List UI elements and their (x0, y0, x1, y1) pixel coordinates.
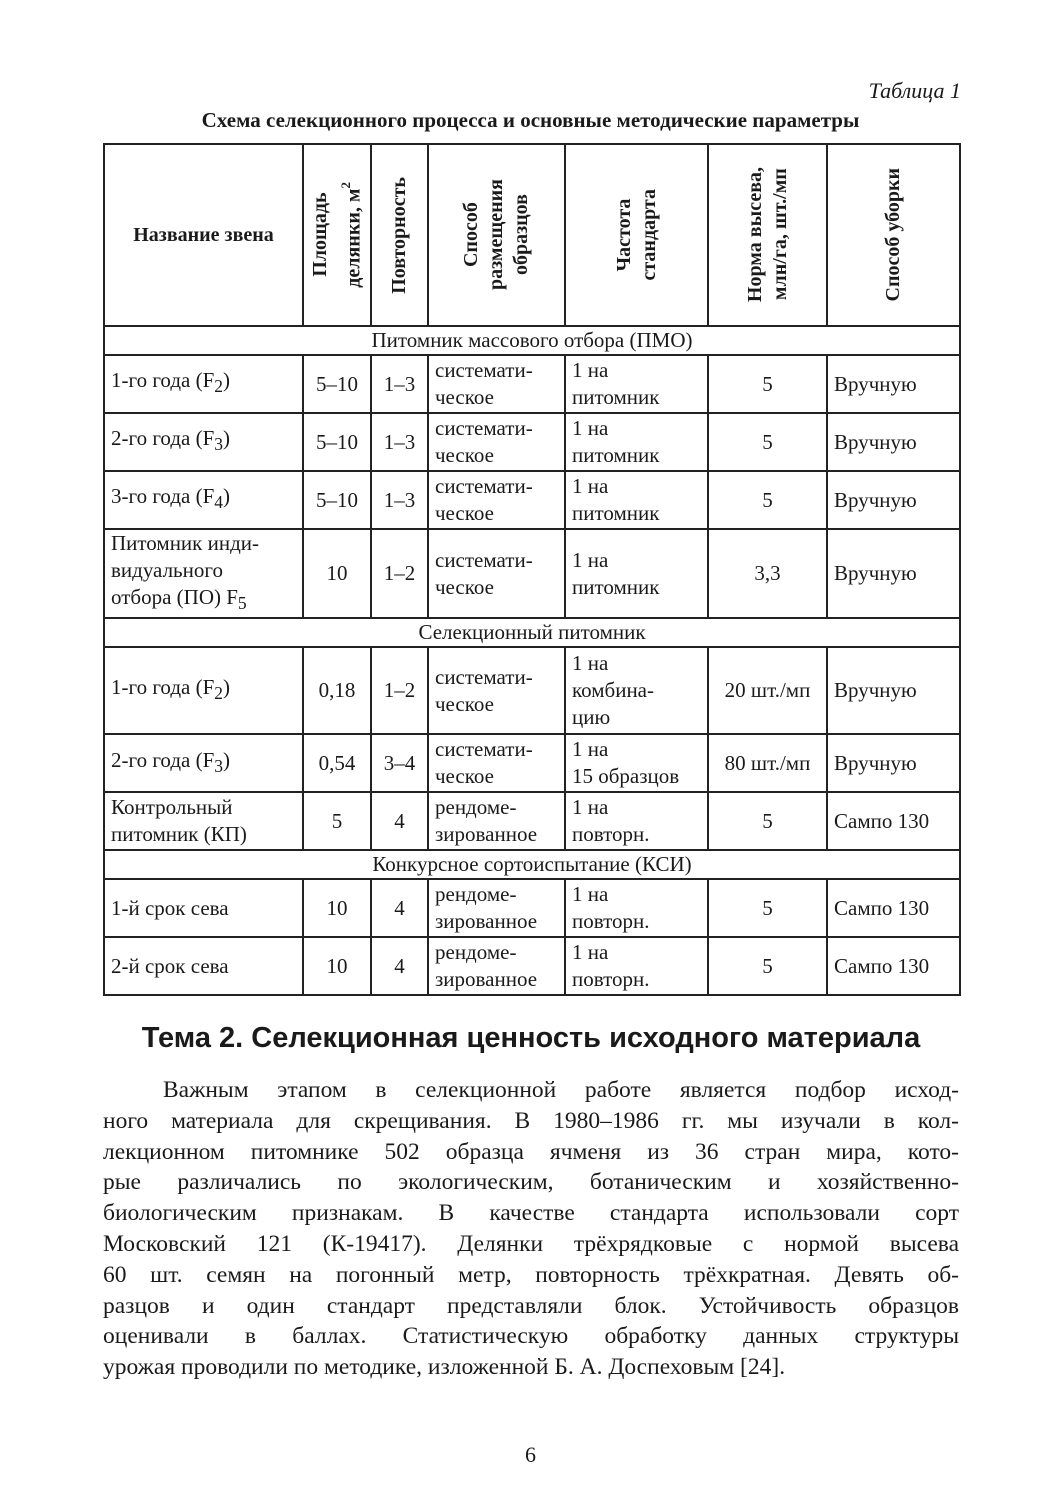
paragraph-line: лекционном питомнике 502 образца ячменя из 36 стран мира, кото- (103, 1138, 959, 1165)
row-harvest: Сампо 130 (827, 879, 960, 937)
table-row (104, 471, 960, 529)
row-area: 0,18 (303, 647, 371, 734)
table-row (104, 937, 960, 995)
header-check-frequency (565, 144, 708, 326)
section-row (104, 850, 960, 879)
row-check: 1 на комбина- цию (565, 647, 708, 734)
table-row (104, 647, 960, 734)
header-area-sup: 2 (337, 182, 353, 189)
row-name (104, 413, 303, 471)
section-heading: Тема 2. Селекционная ценность исходного материала (141, 1022, 921, 1054)
paragraph-line: урожая проводили по методике, изложенной Б. А. Доспеховым [24]. (103, 1354, 786, 1381)
paragraph-line: ного материала для скрещивания. В 1980–1986 гг. мы изучали в кол- (103, 1107, 959, 1134)
row-name (104, 792, 303, 850)
row-check: 1 на питомник (565, 355, 708, 413)
row-harvest: Вручную (827, 471, 960, 529)
row-check: 1 на повторн. (565, 879, 708, 937)
header-seed-rate-text: Норма высева, млн/га, шт./мп (743, 167, 791, 303)
row-check: 1 на питомник (565, 529, 708, 618)
row-name-text: 1-го года (F (111, 368, 215, 393)
header-placement (428, 144, 565, 326)
row-area: 10 (303, 879, 371, 937)
row-rate: 5 (708, 937, 827, 995)
row-harvest: Вручную (827, 413, 960, 471)
row-name (104, 355, 303, 413)
row-name-text: 3-го года (F (111, 484, 215, 509)
row-name-sub: 2 (214, 376, 223, 397)
row-placement: рендоме- зированное (428, 792, 565, 850)
row-reps: 1–3 (371, 413, 428, 471)
row-name-text: 1-го года (F (111, 675, 215, 700)
table-row (104, 792, 960, 850)
row-name: 2-й срок сева (104, 937, 303, 995)
row-check: 1 на питомник (565, 471, 708, 529)
row-name-text: Контрольный питомник (КП) (111, 795, 247, 847)
row-name-sub: 5 (237, 593, 247, 614)
table-header-row (104, 144, 960, 326)
row-harvest: Вручную (827, 529, 960, 618)
row-name (104, 647, 303, 734)
header-name: Название звена (104, 144, 303, 326)
row-name-sub: 3 (214, 755, 223, 776)
section-label: Конкурсное сортоиспытание (КСИ) (104, 850, 960, 879)
row-rate: 80 шт./мп (708, 734, 827, 792)
header-seed-rate (708, 144, 827, 326)
header-reps (371, 144, 428, 326)
row-area: 10 (303, 529, 371, 618)
row-rate: 5 (708, 879, 827, 937)
table-row (104, 355, 960, 413)
header-harvest-text: Способ уборки (882, 168, 904, 302)
row-rate: 20 шт./мп (708, 647, 827, 734)
paragraph-line: 60 шт. семян на погонный метр, повторность трёхкратная. Девять об- (103, 1261, 959, 1288)
row-placement: системати- ческое (428, 647, 565, 734)
row-placement: системати- ческое (428, 355, 565, 413)
row-placement: системати- ческое (428, 471, 565, 529)
breeding-scheme-table (103, 143, 961, 996)
row-name-tail: ) (223, 484, 230, 509)
row-name-text: Питомник инди- видуального отбора (ПО) F (111, 531, 260, 609)
row-check: 1 на повторн. (565, 937, 708, 995)
body-paragraph (103, 1075, 959, 1383)
table-row (104, 879, 960, 937)
paragraph-line: биологическим признакам. В качестве стандарта использовали сорт (103, 1200, 959, 1227)
row-reps: 1–3 (371, 355, 428, 413)
row-rate: 3,3 (708, 529, 827, 618)
table-row (104, 734, 960, 792)
row-name: 1-й срок сева (104, 879, 303, 937)
row-reps: 4 (371, 879, 428, 937)
section-row (104, 618, 960, 647)
row-name-text: 2-го года (F (111, 747, 215, 772)
paragraph-line: Московский 121 (К-19417). Делянки трёхрядковые с нормой высева (103, 1230, 959, 1257)
row-name (104, 471, 303, 529)
row-name (104, 734, 303, 792)
row-name-tail: ) (223, 747, 230, 772)
row-reps: 3–4 (371, 734, 428, 792)
row-placement: рендоме- зированное (428, 937, 565, 995)
section-label: Селекционный питомник (104, 618, 960, 647)
row-name-tail: ) (223, 368, 230, 393)
row-area: 10 (303, 937, 371, 995)
table-title: Схема селекционного процесса и основные методические параметры (201, 108, 860, 132)
paragraph-line: оценивали в баллах. Статистическую обработку данных структуры (103, 1323, 959, 1350)
page-number: 6 (525, 1442, 536, 1467)
paragraph-line: Важным этапом в селекционной работе является подбор исход- (163, 1077, 959, 1103)
row-area: 5–10 (303, 413, 371, 471)
header-area-text: Площадь делянки, м (308, 188, 365, 288)
row-area: 5 (303, 792, 371, 850)
row-area: 5–10 (303, 355, 371, 413)
row-name-tail: ) (223, 675, 230, 700)
row-placement: рендоме- зированное (428, 879, 565, 937)
row-name-sub: 2 (214, 683, 223, 704)
row-reps: 4 (371, 792, 428, 850)
header-placement-text: Способ размещения образцов (460, 179, 532, 291)
row-name-tail: ) (223, 426, 230, 451)
row-harvest: Сампо 130 (827, 937, 960, 995)
paragraph-line: разцов и один стандарт представляли блок. Устойчивость образцов (103, 1292, 959, 1319)
row-check: 1 на питомник (565, 413, 708, 471)
row-harvest: Вручную (827, 355, 960, 413)
row-placement: системати- ческое (428, 413, 565, 471)
row-name-text: 2-го года (F (111, 426, 215, 451)
table-row (104, 413, 960, 471)
row-reps: 4 (371, 937, 428, 995)
row-harvest: Вручную (827, 647, 960, 734)
row-harvest: Сампо 130 (827, 792, 960, 850)
row-placement: системати- ческое (428, 734, 565, 792)
header-check-frequency-text: Частота стандарта (612, 189, 660, 281)
row-area: 0,54 (303, 734, 371, 792)
header-reps-text: Повторность (388, 176, 410, 294)
row-reps: 1–3 (371, 471, 428, 529)
row-reps: 1–2 (371, 647, 428, 734)
row-check: 1 на 15 образцов (565, 734, 708, 792)
row-name (104, 529, 303, 618)
header-harvest (827, 144, 960, 326)
section-label: Питомник массового отбора (ПМО) (104, 326, 960, 355)
row-rate: 5 (708, 792, 827, 850)
section-row (104, 326, 960, 355)
row-placement: системати- ческое (428, 529, 565, 618)
paragraph-line: рые различались по экологическим, ботаническим и хозяйственно- (103, 1169, 959, 1196)
table-number-label: Таблица 1 (868, 78, 961, 103)
row-rate: 5 (708, 355, 827, 413)
table-row (104, 529, 960, 618)
row-rate: 5 (708, 413, 827, 471)
row-name-sub: 4 (214, 492, 223, 513)
row-reps: 1–2 (371, 529, 428, 618)
row-area: 5–10 (303, 471, 371, 529)
row-rate: 5 (708, 471, 827, 529)
header-area (303, 144, 371, 326)
row-name-sub: 3 (214, 434, 223, 455)
row-harvest: Вручную (827, 734, 960, 792)
row-check: 1 на повторн. (565, 792, 708, 850)
